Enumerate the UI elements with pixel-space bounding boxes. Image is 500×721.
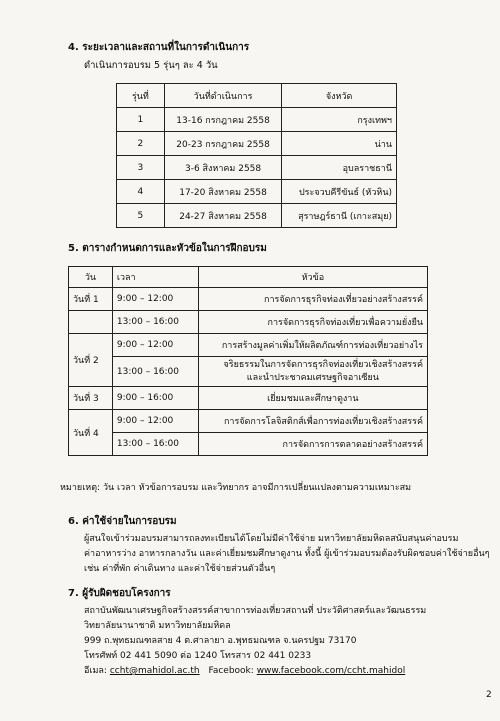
section-7-heading: 7. ผู้รับผิดชอบโครงการ bbox=[68, 588, 171, 599]
section-5-heading: 5. ตารางกำหนดการและหัวข้อในการฝึกอบรม bbox=[68, 243, 267, 254]
province-cell: น่าน bbox=[282, 132, 397, 156]
facebook-label: Facebook: bbox=[208, 666, 254, 676]
day-cell-empty bbox=[69, 311, 113, 334]
contact-line: วิทยาลัยนานาชาติ มหาวิทยาลัยมหิดล bbox=[84, 621, 231, 631]
page-number: 2 bbox=[486, 690, 492, 700]
header-province: จังหวัด bbox=[282, 84, 397, 108]
time-cell: 9:00 – 12:00 bbox=[112, 334, 198, 357]
date-cell: 24-27 สิงหาคม 2558 bbox=[164, 204, 282, 228]
table-row bbox=[69, 410, 428, 433]
header-date: วันที่ดำเนินการ bbox=[164, 84, 282, 108]
table-row bbox=[117, 180, 397, 204]
schedule-table bbox=[116, 83, 397, 228]
date-cell: 13-16 กรกฎาคม 2558 bbox=[164, 108, 282, 132]
province-cell: กรุงเทพฯ bbox=[282, 108, 397, 132]
topic-cell: การจัดการโลจิสติกส์เพื่อการท่องเที่ยวเชิงสร้างสรรค์ bbox=[198, 410, 427, 433]
cohort-cell: 4 bbox=[117, 180, 165, 204]
contact-line: โทรศัพท์ 02 441 5090 ต่อ 1240 โทรสาร 02 441 0233 bbox=[84, 651, 312, 661]
email-label: อีเมล: bbox=[84, 666, 107, 676]
province-cell: อุบลราชธานี bbox=[282, 156, 397, 180]
date-cell: 17-20 สิงหาคม 2558 bbox=[164, 180, 282, 204]
time-cell: 13:00 – 16:00 bbox=[112, 311, 198, 334]
day-cell: วันที่ 3 bbox=[69, 387, 113, 410]
cost-line: ค่าอาหารว่าง อาหารกลางวัน และค่าเยี่ยมชมศึกษาดูงาน ทั้งนี้ ผู้เข้าร่วมอบรมต้องรับผิดชอบค่าใช้จ่ายอื่นๆ bbox=[84, 549, 490, 559]
time-cell: 9:00 – 12:00 bbox=[112, 410, 198, 433]
topic-cell: การจัดการธุรกิจท่องเที่ยวเพื่อความยั่งยืน bbox=[198, 311, 427, 334]
table-row bbox=[69, 311, 428, 334]
time-cell: 13:00 – 16:00 bbox=[112, 357, 198, 387]
table-row bbox=[117, 204, 397, 228]
header-cohort: รุ่นที่ bbox=[117, 84, 165, 108]
topic-cell: การจัดการการตลาดอย่างสร้างสรรค์ bbox=[198, 433, 427, 456]
section-4-intro: ดำเนินการอบรม 5 รุ่นๆ ละ 4 วัน bbox=[84, 60, 218, 71]
table-row bbox=[69, 334, 428, 357]
topic-cell bbox=[198, 357, 427, 387]
day-cell: วันที่ 1 bbox=[69, 288, 113, 311]
province-cell: สุราษฎร์ธานี (เกาะสมุย) bbox=[282, 204, 397, 228]
table-row bbox=[117, 132, 397, 156]
facebook-link[interactable]: www.facebook.com/ccht.mahidol bbox=[256, 666, 406, 676]
province-cell: ประจวบคีรีขันธ์ (หัวหิน) bbox=[282, 180, 397, 204]
table-row bbox=[69, 357, 428, 387]
cost-line: เช่น ค่าที่พัก ค่าเดินทาง และค่าใช้จ่ายส่วนตัวอื่นๆ bbox=[84, 564, 276, 574]
program-table-header bbox=[69, 267, 428, 288]
contact-line: สถาบันพัฒนาเศรษฐกิจสร้างสรรค์สาขาการท่องเที่ยวสถานที่ ประวัติศาสตร์และวัฒนธรรม bbox=[84, 606, 427, 616]
time-cell: 9:00 – 16:00 bbox=[112, 387, 198, 410]
header-topic: หัวข้อ bbox=[198, 267, 427, 288]
table-row bbox=[69, 433, 428, 456]
topic-cell: เยี่ยมชมและศึกษาดูงาน bbox=[198, 387, 427, 410]
cohort-cell: 1 bbox=[117, 108, 165, 132]
topic-line: และนำประชาคมเศรษฐกิจอาเซียน bbox=[246, 372, 379, 383]
header-time: เวลา bbox=[112, 267, 198, 288]
cohort-cell: 2 bbox=[117, 132, 165, 156]
topic-cell: การสร้างมูลค่าเพิ่มให้ผลิตภัณฑ์การท่องเที่ยวอย่างไร bbox=[198, 334, 427, 357]
topic-cell: การจัดการธุรกิจท่องเที่ยวอย่างสร้างสรรค์ bbox=[198, 288, 427, 311]
cohort-cell: 5 bbox=[117, 204, 165, 228]
day-cell: วันที่ 4 bbox=[69, 410, 113, 456]
time-cell: 9:00 – 12:00 bbox=[112, 288, 198, 311]
schedule-table-header bbox=[117, 84, 397, 108]
section-6-heading: 6. ค่าใช้จ่ายในการอบรม bbox=[68, 516, 177, 527]
date-cell: 20-23 กรกฎาคม 2558 bbox=[164, 132, 282, 156]
table-row bbox=[117, 108, 397, 132]
cohort-cell: 3 bbox=[117, 156, 165, 180]
cost-line: ผู้สนใจเข้าร่วมอบรมสามารถลงทะเบียนได้โดยไม่มีค่าใช้จ่าย มหาวิทยาลัยมหิดลสนับสนุนค่าอบรม bbox=[84, 534, 459, 544]
day-cell: วันที่ 2 bbox=[69, 334, 113, 387]
table-row bbox=[117, 156, 397, 180]
header-day: วัน bbox=[69, 267, 113, 288]
program-table bbox=[68, 266, 428, 456]
topic-line: จริยธรรมในการจัดการธุรกิจท่องเที่ยวเชิงสร้างสรรค์ bbox=[223, 359, 423, 370]
contact-online-line bbox=[84, 663, 405, 677]
date-cell: 3-6 สิงหาคม 2558 bbox=[164, 156, 282, 180]
contact-line: 999 ถ.พุทธมณฑลสาย 4 ต.ศาลายา อ.พุทธมณฑล จ.นครปฐม 73170 bbox=[84, 636, 357, 646]
section-4-heading: 4. ระยะเวลาและสถานที่ในการดำเนินการ bbox=[68, 42, 250, 53]
table-row bbox=[69, 288, 428, 311]
table-row bbox=[69, 387, 428, 410]
time-cell: 13:00 – 16:00 bbox=[112, 433, 198, 456]
email-link[interactable]: ccht@mahidol.ac.th bbox=[109, 666, 200, 676]
program-note: หมายเหตุ: วัน เวลา หัวข้อการอบรม และวิทยากร อาจมีการเปลี่ยนแปลงตามความเหมาะสม bbox=[60, 483, 412, 493]
